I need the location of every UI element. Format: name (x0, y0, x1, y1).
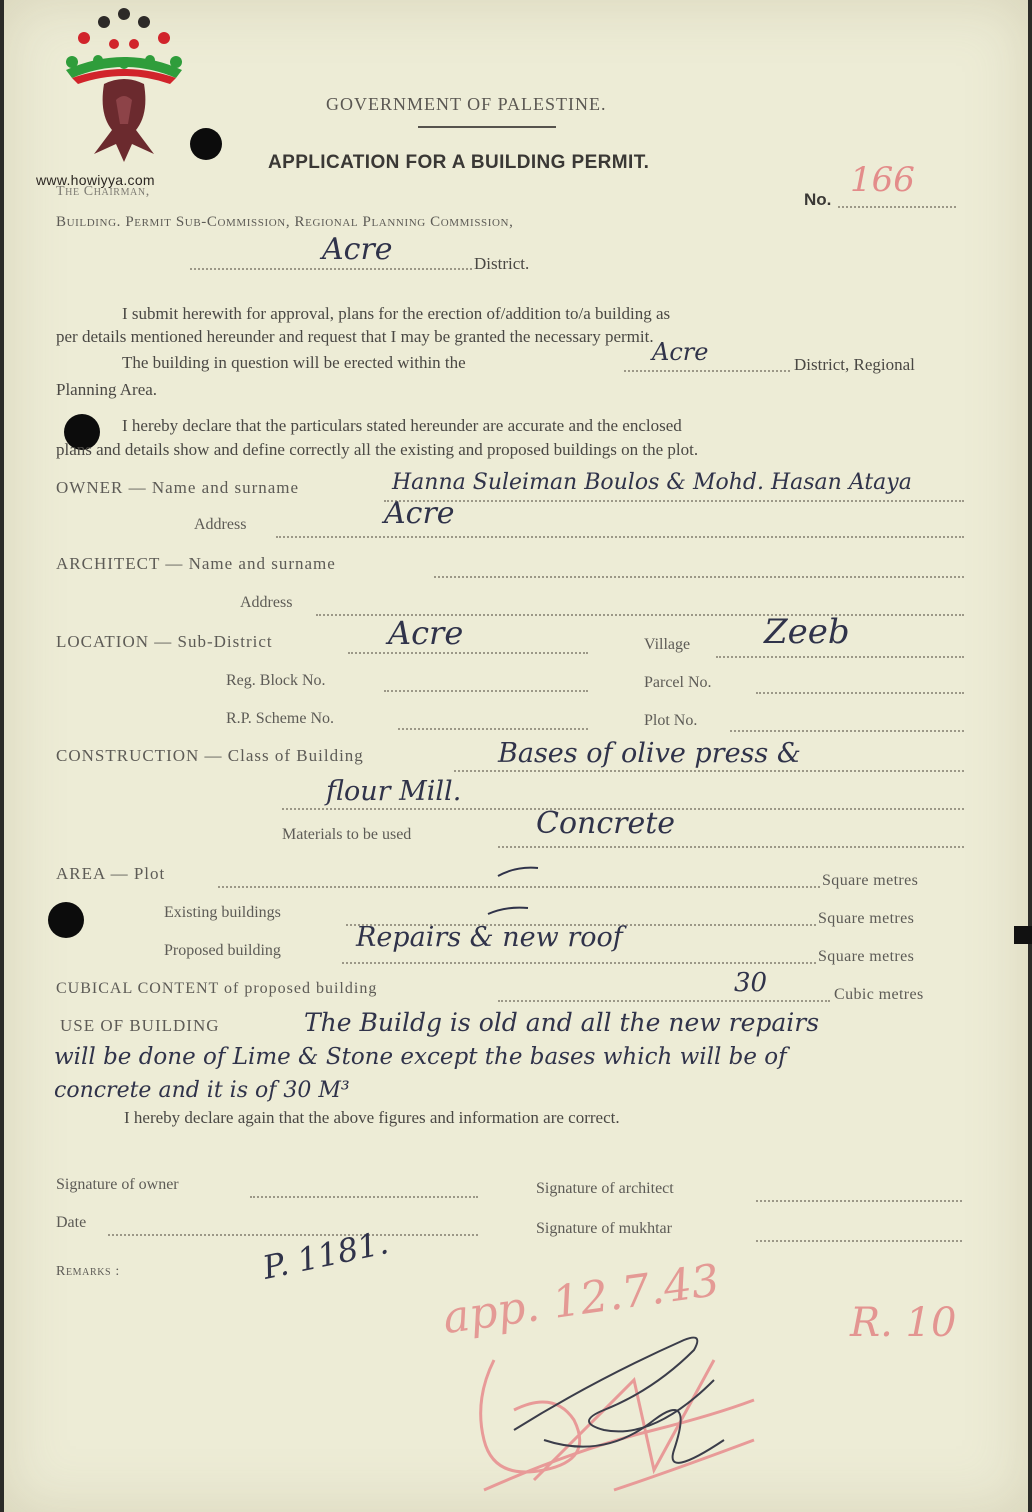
existing-unit: Square metres (818, 910, 915, 927)
p2-part2: District, Regional (794, 355, 915, 374)
village-dots (716, 656, 964, 658)
owner-name-dots (384, 500, 964, 502)
parcel-label: Parcel No. (644, 674, 712, 691)
proposed-label: Proposed building (164, 942, 281, 959)
mukhtar-signature-dots (756, 1240, 962, 1242)
number-label: No. (804, 190, 832, 209)
location-heading: LOCATION — Sub-District (56, 632, 273, 651)
materials-label: Materials to be used (282, 826, 412, 843)
rp-scheme-dots (398, 728, 588, 730)
use-line3: concrete and it is of 30 M³ (54, 1078, 350, 1103)
district-value: Acre (322, 232, 393, 267)
construction-heading: CONSTRUCTION — Class of Building (56, 746, 364, 765)
howiyya-tree-logo (54, 4, 194, 174)
cubical-value: 30 (734, 968, 768, 998)
cubical-unit: Cubic metres (834, 986, 924, 1003)
existing-dash (484, 902, 534, 918)
plot-dots (730, 730, 964, 732)
architect-address-label: Address (240, 594, 293, 611)
p1-line2: per details mentioned hereunder and request that I may be granted the necessary permit. (56, 327, 654, 346)
architect-signature-dots (756, 1200, 962, 1202)
addressee-line1: The Chairman, (56, 184, 150, 199)
rp-scheme-label: R.P. Scheme No. (226, 710, 334, 727)
area-heading: AREA — Plot (56, 864, 166, 883)
use-line2: will be done of Lime & Stone except the bases which will be of (54, 1044, 787, 1070)
plot-label: Plot No. (644, 712, 698, 729)
owner-signature-label: Signature of owner (56, 1176, 179, 1193)
proposed-value: Repairs & new roof (356, 922, 623, 953)
punch-hole (190, 128, 222, 160)
class-value-line1: Bases of olive press & (498, 738, 801, 769)
number-dots (838, 206, 956, 208)
p1-line1: I submit herewith for approval, plans for the erection of/addition to/a building as (122, 304, 671, 323)
page-edge-tab (1014, 926, 1032, 944)
architect-heading: ARCHITECT — Name and surname (56, 554, 336, 573)
cubical-label: CUBICAL CONTENT of proposed building (56, 980, 378, 997)
mukhtar-signature-label: Signature of mukhtar (536, 1220, 672, 1237)
cubical-dots (498, 1000, 830, 1002)
watermark-site-text: www.howiyya.com (36, 172, 155, 188)
district-label: District. (474, 254, 530, 273)
punch-hole (48, 902, 84, 938)
form-title: APPLICATION FOR A BUILDING PERMIT. (268, 152, 650, 173)
permit-number: 166 (850, 160, 915, 200)
remarks-label: Remarks : (56, 1264, 120, 1279)
village-value: Zeeb (764, 612, 850, 652)
remarks-value: P. 1181. (259, 1223, 392, 1287)
owner-name-value: Hanna Suleiman Boulos & Mohd. Hasan Ataya (392, 470, 912, 495)
materials-value: Concrete (536, 806, 676, 841)
subdistrict-dots (348, 652, 588, 654)
owner-address-dots (276, 536, 964, 538)
p3-line2: plans and details show and define correctly all the existing and proposed buildings on the plot. (56, 440, 699, 459)
p2-part1: The building in question will be erected within the (122, 353, 466, 372)
heading-rule (418, 126, 556, 128)
plot-area-unit: Square metres (822, 872, 919, 889)
approval-date-stamp: app. 12.7.43 (439, 1254, 723, 1345)
reg-block-dots (384, 690, 588, 692)
addressee-line2: Building. Permit Sub-Commission, Regional Planning Commission, (56, 214, 514, 230)
village-label: Village (644, 636, 691, 653)
owner-address-value: Acre (384, 496, 455, 531)
p2-district-value: Acre (652, 338, 709, 366)
subdistrict-value: Acre (388, 614, 464, 652)
architect-name-dots (434, 576, 964, 578)
reg-block-label: Reg. Block No. (226, 672, 326, 689)
parcel-dots (756, 692, 964, 694)
document-page (4, 0, 1028, 1512)
owner-signature-dots (250, 1196, 478, 1198)
class-value-line2: flour Mill. (326, 776, 462, 807)
owner-address-label: Address (194, 516, 247, 533)
existing-label: Existing buildings (164, 904, 281, 921)
use-label: USE OF BUILDING (60, 1016, 220, 1035)
date-label: Date (56, 1214, 87, 1231)
stamp-code: R. 10 (850, 1300, 957, 1346)
date-dots (108, 1234, 478, 1236)
district-dots (190, 268, 472, 270)
class-dots-1 (454, 770, 964, 772)
owner-heading: OWNER — Name and surname (56, 478, 300, 497)
p2-line2: Planning Area. (56, 380, 158, 399)
plot-area-dots (218, 886, 820, 888)
architect-signature-label: Signature of architect (536, 1180, 674, 1197)
p3-line1: I hereby declare that the particulars stated hereunder are accurate and the enclosed (122, 416, 682, 435)
p2-dots (624, 370, 790, 372)
proposed-dots (342, 962, 816, 964)
declaration-text: I hereby declare again that the above figures and information are correct. (124, 1108, 620, 1127)
signature-scribble (454, 1320, 794, 1510)
government-heading: GOVERNMENT OF PALESTINE. (326, 94, 607, 114)
proposed-unit: Square metres (818, 948, 915, 965)
materials-dots (498, 846, 964, 848)
plot-area-dash (494, 864, 544, 880)
use-line1: The Buildg is old and all the new repairs (304, 1008, 820, 1037)
